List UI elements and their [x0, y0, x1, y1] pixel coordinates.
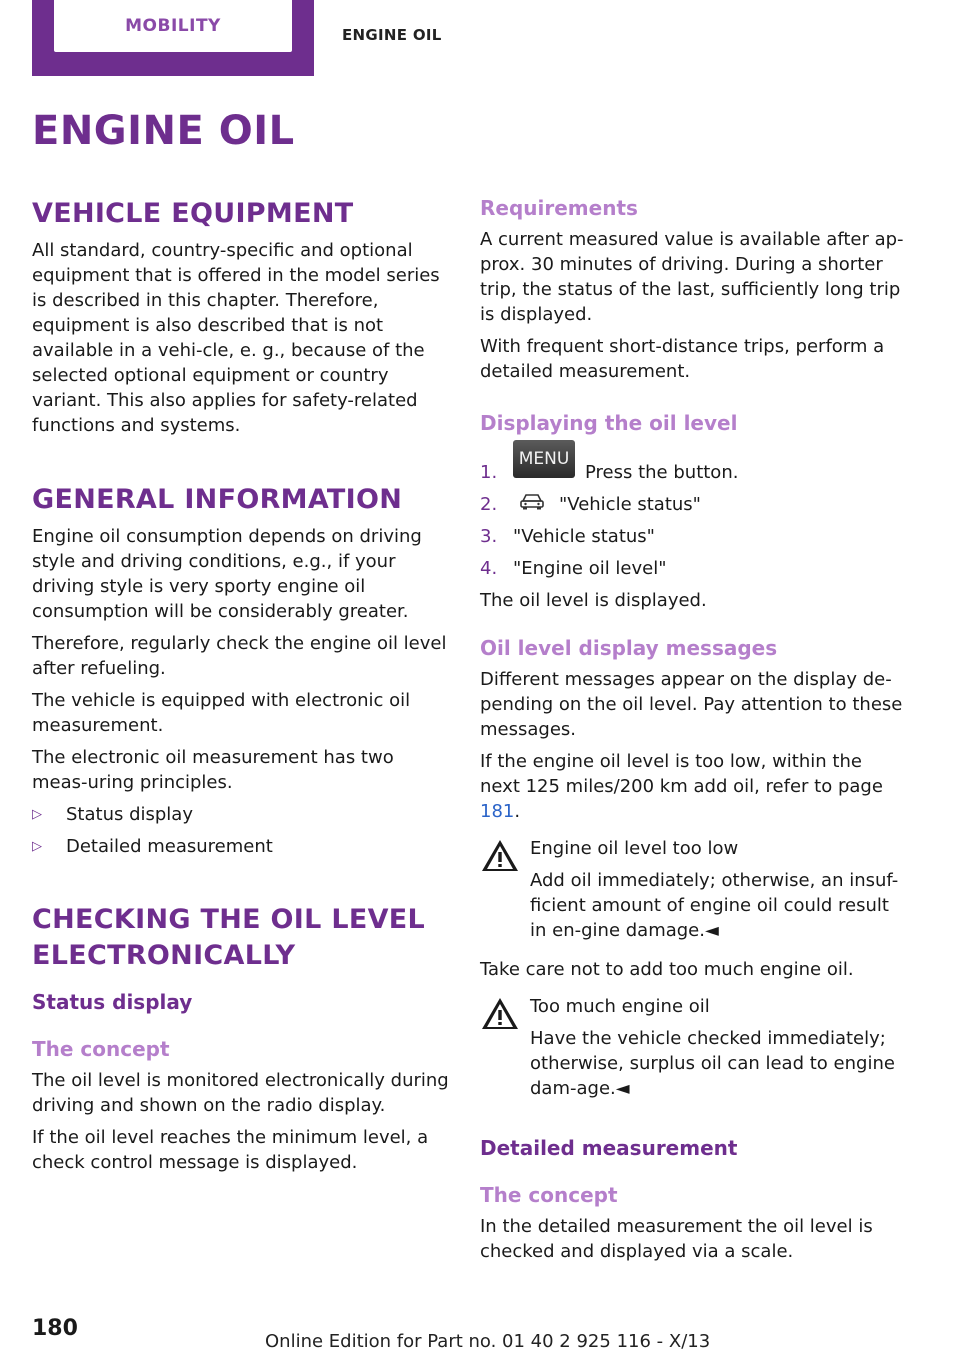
- step-item: [480, 492, 905, 517]
- step-number: 4.: [480, 558, 498, 579]
- requirements-heading: Requirements: [480, 196, 638, 220]
- messages-p2: [480, 749, 905, 824]
- messages-mid-text: Take care not to add too much engine oil.: [480, 959, 854, 980]
- messages-heading: Oil level display messages: [480, 636, 778, 660]
- bullet-text: Detailed measurement: [66, 836, 273, 857]
- edition-footer: Online Edition for Part no. 01 40 2 925 116 - X/13: [265, 1331, 711, 1352]
- right-column: [480, 196, 905, 1271]
- bullet-text: Status display: [66, 804, 193, 825]
- page-title: ENGINE OIL: [32, 108, 295, 154]
- warning-triangle-icon: [480, 838, 520, 874]
- vehicle-equipment-text: All standard, country-specific and optional equipment that is offered in the model series is described in this chapter. Therefore, equipment is also described that is not available in a vehi-cle, e. g., because of the selected optional equipment or country variant. This also applies for safety-related functions and systems.: [32, 240, 440, 436]
- bullet-arrow-icon: ▷: [32, 839, 42, 854]
- concept-p2: If the oil level reaches the minimum level, a check control message is displayed.: [32, 1127, 429, 1173]
- step-number: 1.: [480, 462, 498, 483]
- concept-heading: The concept: [32, 1037, 170, 1061]
- step-number: 3.: [480, 526, 498, 547]
- step-text: "Vehicle status": [513, 526, 655, 547]
- general-info-p3: The vehicle is equipped with electronic oil measurement.: [32, 690, 411, 736]
- step-text: "Vehicle status": [559, 494, 701, 515]
- vehicle-equipment-heading: VEHICLE EQUIPMENT: [32, 198, 354, 229]
- messages-p2-text: If the engine oil level is too low, within the next 125 miles/200 km add oil, refer to page: [480, 751, 883, 797]
- requirements-p1: A current measured value is available after ap-prox. 30 minutes of driving. During a shorter trip, the status of the last, sufficiently long trip is displayed.: [480, 229, 904, 325]
- messages-p2-end: .: [514, 801, 521, 822]
- concept-heading: The concept: [480, 1183, 618, 1207]
- step-item: [480, 524, 905, 549]
- warning-text: Add oil immediately; otherwise, an insuf-ficient amount of engine oil could result in en-gine damage.◄: [530, 870, 899, 941]
- checking-oil-heading: CHECKING THE OIL LEVEL ELECTRONICALLY: [32, 904, 426, 971]
- status-display-heading: Status display: [32, 990, 193, 1014]
- step-item: [480, 556, 905, 581]
- detailed-concept-text: In the detailed measurement the oil level is checked and displayed via a scale.: [480, 1216, 873, 1262]
- page-number: 180: [32, 1316, 78, 1341]
- page-reference-link[interactable]: 181: [480, 801, 515, 822]
- step-sub-text: The oil level is displayed.: [480, 590, 707, 611]
- step-number: 2.: [480, 494, 498, 515]
- bullet-arrow-icon: ▷: [32, 807, 42, 822]
- list-item: [32, 802, 450, 827]
- requirements-p2: With frequent short-distance trips, perform a detailed measurement.: [480, 336, 885, 382]
- general-information-heading: GENERAL INFORMATION: [32, 484, 403, 515]
- warning-title: Too much engine oil: [530, 996, 710, 1017]
- general-info-p2: Therefore, regularly check the engine oil level after refueling.: [32, 633, 447, 679]
- warning-triangle-icon: [480, 996, 520, 1032]
- car-icon: [519, 492, 545, 510]
- step-text: Press the button.: [585, 462, 739, 483]
- warning-title: Engine oil level too low: [530, 838, 739, 859]
- general-info-p4: The electronic oil measurement has two meas-uring principles.: [32, 747, 394, 793]
- menu-button-icon: MENU: [513, 440, 575, 478]
- step-text: "Engine oil level": [513, 558, 667, 579]
- section-tab-inner: [54, 0, 292, 52]
- general-info-p1: Engine oil consumption depends on driving style and driving conditions, e.g., if your driving style is very sporty engine oil consumption will be considerably greater.: [32, 526, 422, 622]
- detailed-measurement-heading: Detailed measurement: [480, 1136, 738, 1160]
- concept-p1: The oil level is monitored electronically during driving and shown on the radio display.: [32, 1070, 449, 1116]
- messages-p1: Different messages appear on the display de-pending on the oil level. Pay attention to these messages.: [480, 669, 903, 740]
- warning-block: [480, 836, 905, 943]
- step-item: [480, 449, 905, 485]
- section-tab: [32, 0, 314, 76]
- list-item: [32, 834, 450, 859]
- displaying-heading: Displaying the oil level: [480, 411, 738, 435]
- chapter-header-label: ENGINE OIL: [342, 26, 442, 44]
- left-column: [32, 196, 450, 1182]
- section-tab-label: MOBILITY: [125, 16, 221, 36]
- warning-block: [480, 994, 905, 1101]
- warning-text: Have the vehicle checked immediately; otherwise, surplus oil can lead to engine dam-age.◄: [530, 1028, 895, 1099]
